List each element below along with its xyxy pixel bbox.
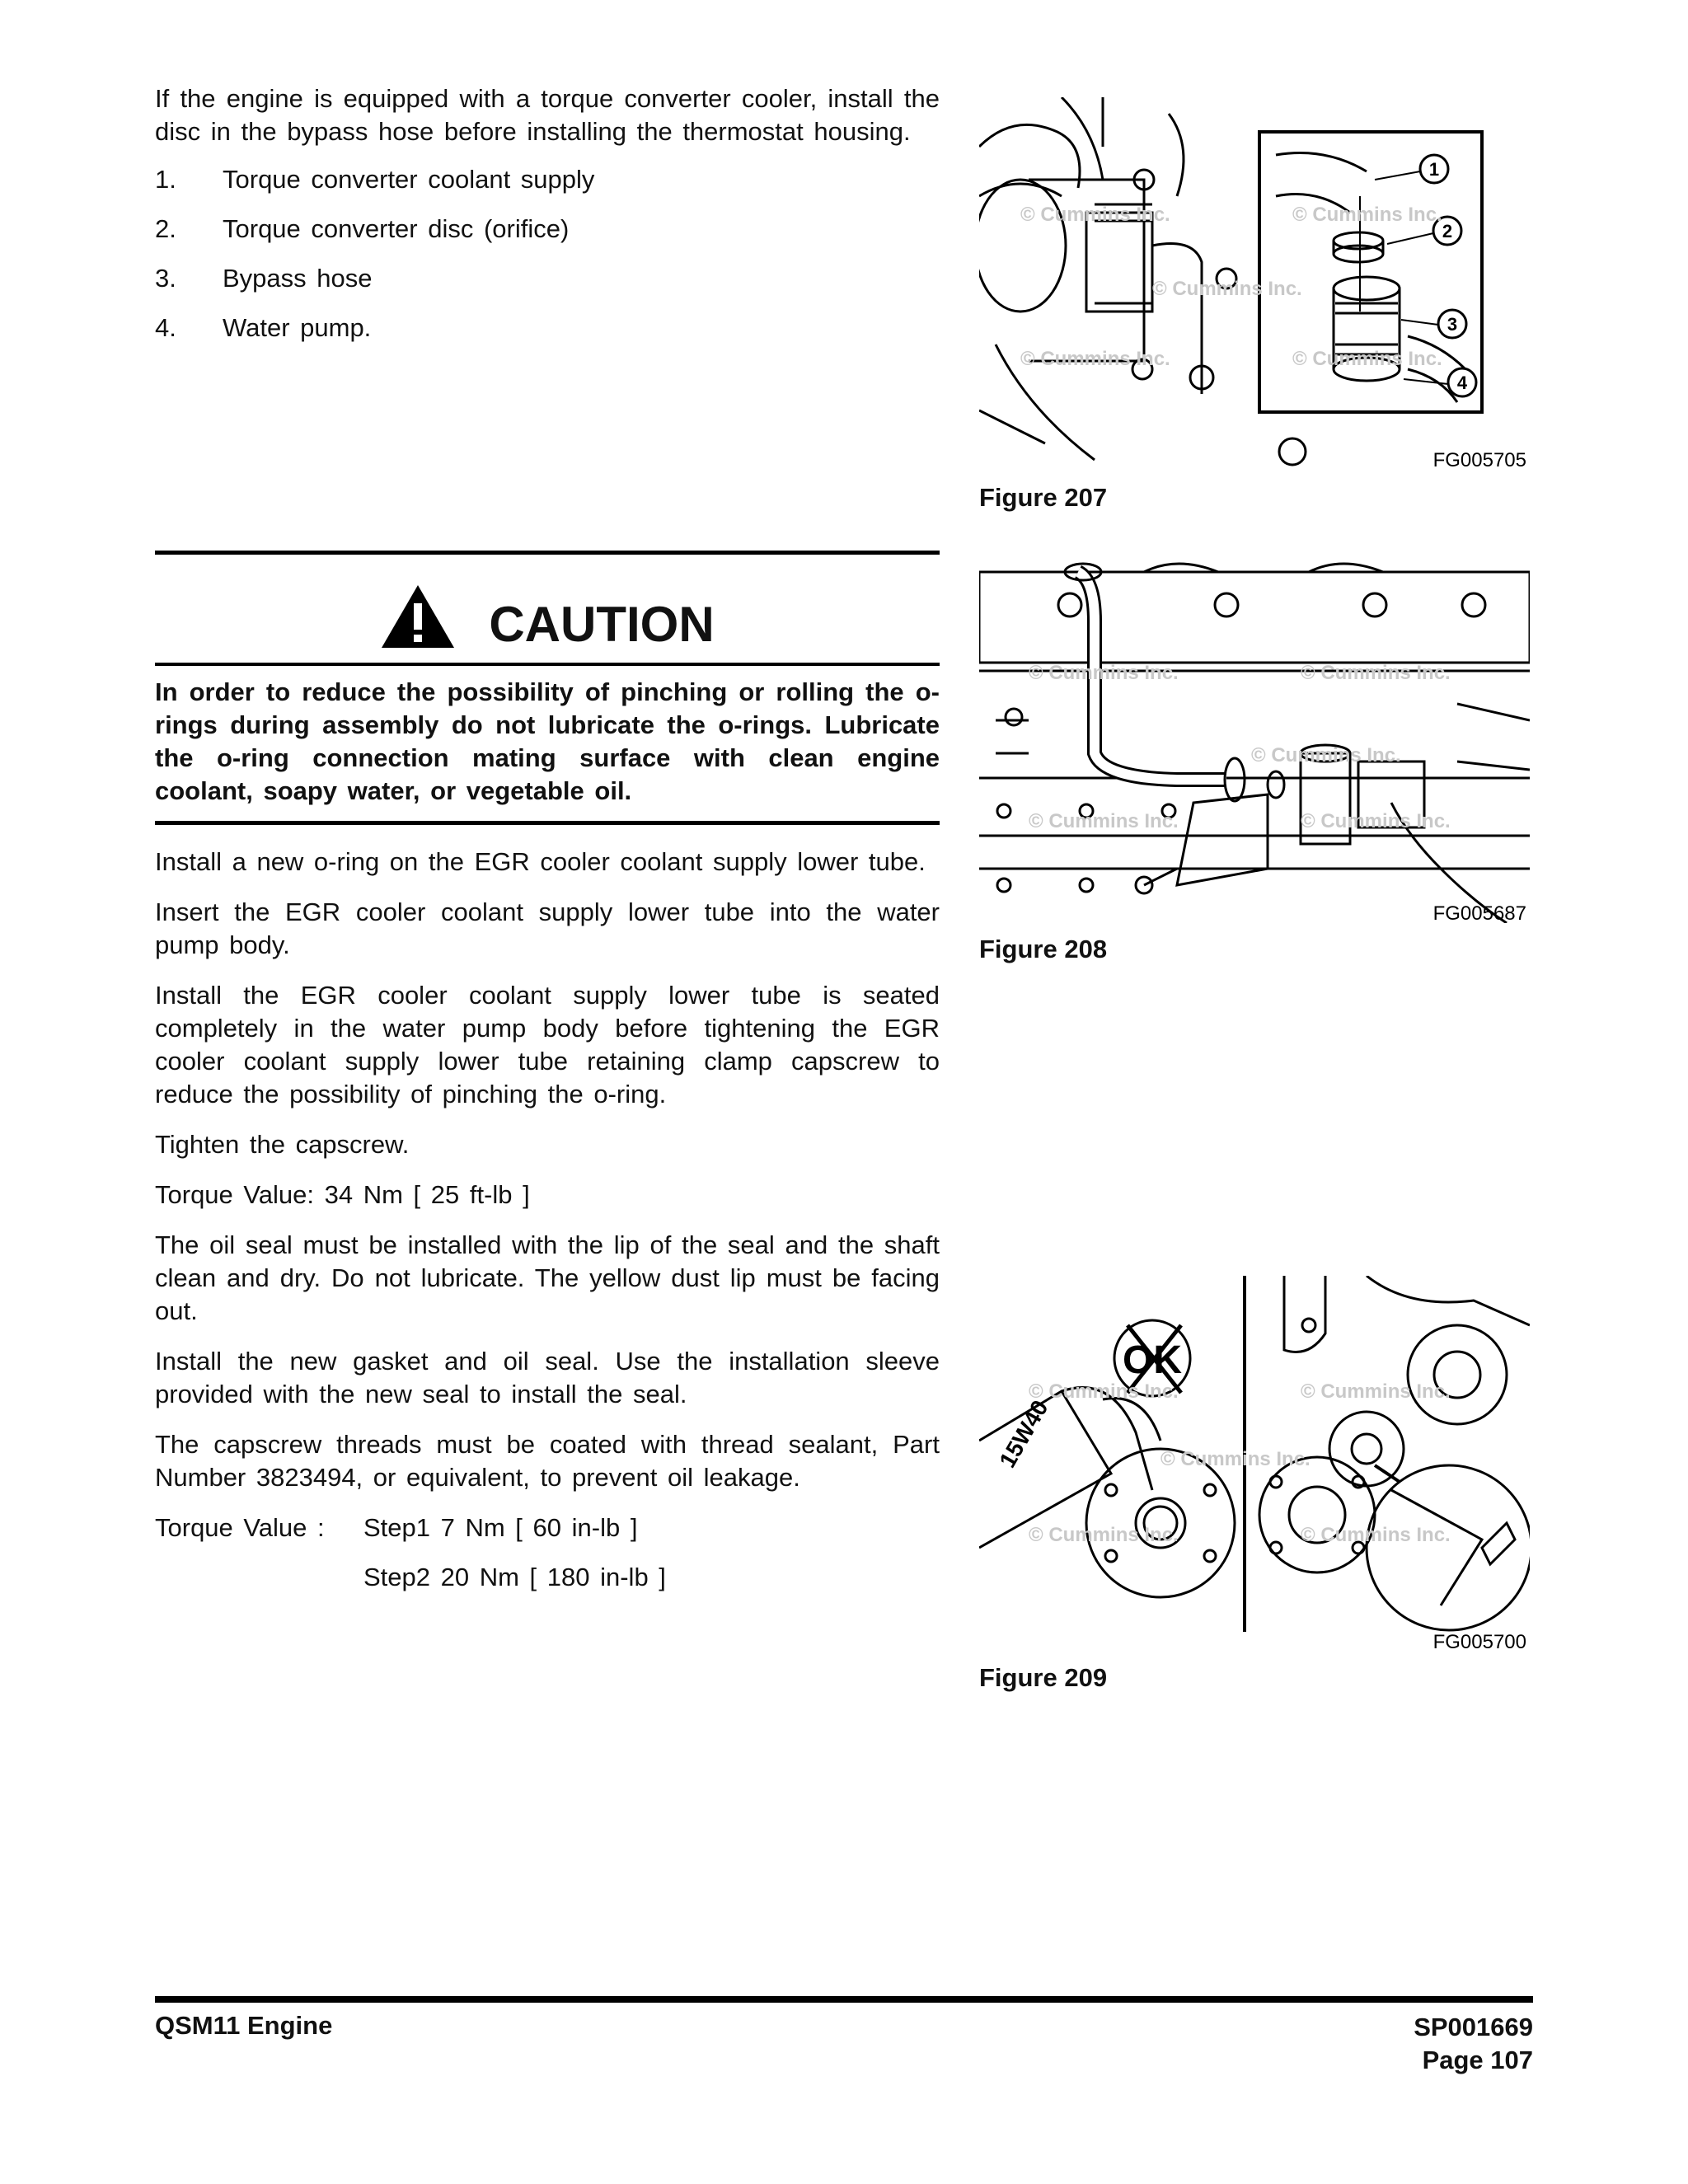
watermark: © Cummins Inc. xyxy=(1160,1448,1311,1470)
callout-1: 1 xyxy=(1428,159,1440,180)
callout-list xyxy=(155,163,940,344)
list-text: Water pump. xyxy=(223,313,372,342)
figure-caption: Figure 208 xyxy=(979,935,1108,963)
watermark: © Cummins Inc. xyxy=(1029,662,1179,684)
figure-207 xyxy=(979,97,1530,513)
figure-caption: Figure 207 xyxy=(979,483,1108,512)
oil-label: 15W40 xyxy=(994,1395,1053,1472)
list-number: 4. xyxy=(155,313,176,342)
intro-section xyxy=(155,82,940,361)
footer-title: QSM11 Engine xyxy=(155,2011,333,2040)
watermark: © Cummins Inc. xyxy=(1301,810,1451,832)
watermark: © Cummins Inc. xyxy=(1029,810,1179,832)
page-number: Page 107 xyxy=(1422,2046,1533,2074)
watermark: © Cummins Inc. xyxy=(1292,204,1442,226)
paragraph: The oil seal must be installed with the lip of the seal and the shaft clean and dry. Do not lubricate. The yellow dust lip must be facing out. xyxy=(155,1230,940,1325)
callout-2: 2 xyxy=(1442,221,1453,241)
list-text: Torque converter disc (orifice) xyxy=(223,214,570,243)
watermark: © Cummins Inc. xyxy=(1020,204,1170,226)
watermark: © Cummins Inc. xyxy=(1020,348,1170,370)
paragraph: Tighten the capscrew. xyxy=(155,1130,410,1159)
intro-paragraph: If the engine is equipped with a torque converter cooler, install the disc in the bypass hose before installing the thermostat housing. xyxy=(155,84,940,146)
caution-text: In order to reduce the possibility of pinching or rolling the o-rings during assembly do not lubricate the o-rings. Lubricate the o-ring connection mating surface with clean engine coolant, soapy water, or vegetable oil. xyxy=(155,677,940,805)
figure-code: FG005687 xyxy=(1432,902,1526,923)
warning-triangle-icon xyxy=(380,583,456,649)
procedure-section xyxy=(155,846,940,1594)
list-number: 1. xyxy=(155,165,176,194)
oil-seal-illustration xyxy=(979,1276,1530,1652)
watermark: © Cummins Inc. xyxy=(1029,1524,1179,1546)
caution-heading xyxy=(155,583,940,654)
paragraph: Install the EGR cooler coolant supply lower tube is seated completely in the water pump body before tightening the EGR cooler coolant supply lower tube retaining clamp capscrew to reduce the possibility of pinching the o-ring. xyxy=(155,981,940,1108)
ok-symbol: OK xyxy=(1123,1338,1182,1382)
torque-step2: Step2 20 Nm [ 180 in-lb ] xyxy=(363,1563,666,1591)
watermark: © Cummins Inc. xyxy=(1152,278,1302,300)
caution-bottom-rule xyxy=(155,821,940,825)
footer-meta xyxy=(1414,2011,1533,2077)
list-text: Bypass hose xyxy=(223,264,373,293)
list-number: 3. xyxy=(155,264,176,293)
torque-step1: Step1 7 Nm [ 60 in-lb ] xyxy=(363,1513,638,1542)
caution-title: CAUTION xyxy=(489,597,715,652)
callout-3: 3 xyxy=(1447,314,1458,335)
thermostat-housing-illustration xyxy=(979,97,1530,471)
list-text: Torque converter coolant supply xyxy=(223,165,595,194)
caution-mid-rule xyxy=(155,663,940,666)
torque-label: Torque Value : xyxy=(155,1513,325,1542)
watermark: © Cummins Inc. xyxy=(1301,662,1451,684)
paragraph: Insert the EGR cooler coolant supply lower tube into the water pump body. xyxy=(155,898,940,959)
figure-209 xyxy=(979,1276,1530,1693)
figure-caption: Figure 209 xyxy=(979,1663,1108,1692)
watermark: © Cummins Inc. xyxy=(1301,1380,1451,1403)
torque-steps xyxy=(155,1511,940,1544)
torque-steps-2 xyxy=(155,1561,940,1594)
figure-code: FG005700 xyxy=(1432,1631,1526,1652)
paragraph: Install a new o-ring on the EGR cooler coolant supply lower tube. xyxy=(155,847,926,876)
footer-rule xyxy=(155,1996,1533,2003)
list-number: 2. xyxy=(155,214,176,243)
figure-208 xyxy=(979,555,1530,964)
list-item xyxy=(155,213,940,246)
list-item xyxy=(155,163,940,196)
document-number: SP001669 xyxy=(1414,2013,1533,2041)
callout-4: 4 xyxy=(1456,373,1468,393)
egr-coolant-tube-illustration xyxy=(979,555,1530,923)
caution-top-rule xyxy=(155,551,940,555)
figure-code: FG005705 xyxy=(1432,449,1526,471)
watermark: © Cummins Inc. xyxy=(1292,348,1442,370)
watermark: © Cummins Inc. xyxy=(1251,744,1401,766)
watermark: © Cummins Inc. xyxy=(1301,1524,1451,1546)
torque-value: Torque Value: 34 Nm [ 25 ft-lb ] xyxy=(155,1180,530,1209)
paragraph: The capscrew threads must be coated with thread sealant, Part Number 3823494, or equivalent, to prevent oil leakage. xyxy=(155,1430,940,1492)
watermark: © Cummins Inc. xyxy=(1029,1380,1179,1403)
list-item xyxy=(155,312,940,344)
list-item xyxy=(155,262,940,295)
paragraph: Install the new gasket and oil seal. Use the installation sleeve provided with the new seal to install the seal. xyxy=(155,1347,940,1408)
